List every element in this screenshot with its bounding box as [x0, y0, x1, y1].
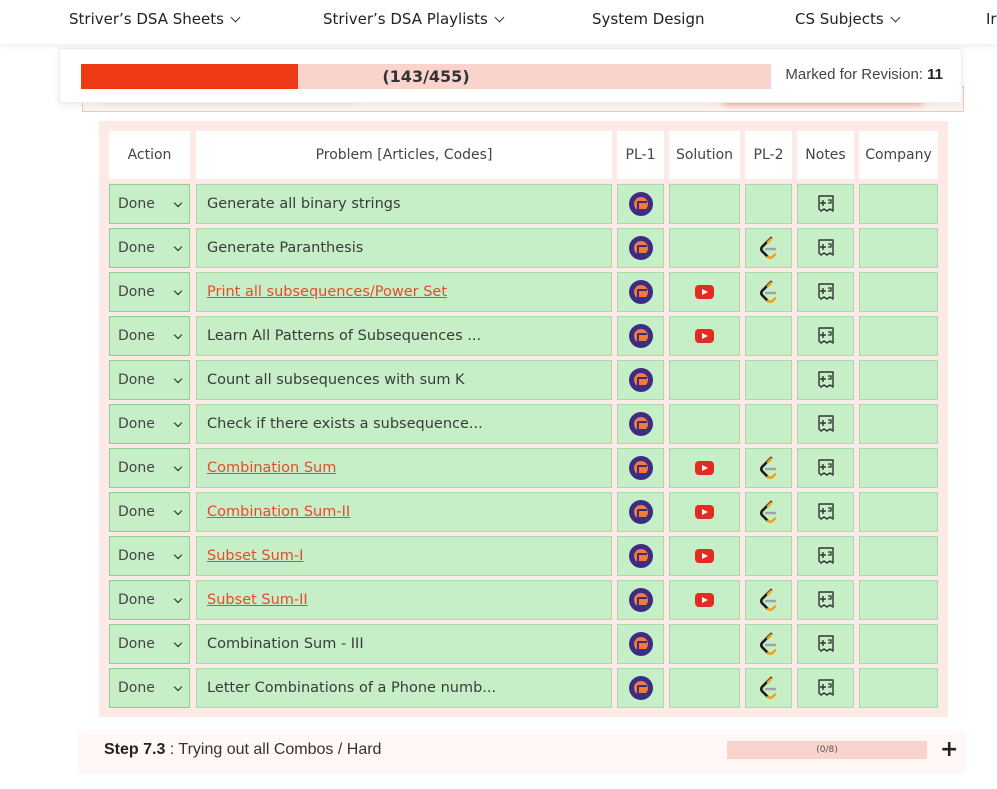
- row-company-cell: [859, 316, 938, 356]
- add-note-icon[interactable]: [816, 634, 836, 654]
- nav-dsa-sheets[interactable]: Striver’s DSA Sheets: [69, 10, 239, 28]
- chevron-down-icon: [174, 462, 182, 470]
- row-problem-cell: [196, 492, 612, 532]
- chevron-down-icon: [174, 594, 182, 602]
- row-pl1-cell: [617, 316, 664, 356]
- row-problem-cell: [196, 360, 612, 400]
- row-pl2-cell: [745, 448, 792, 488]
- header-problem: Problem [Articles, Codes]: [196, 131, 612, 179]
- chevron-down-icon: [174, 330, 182, 338]
- nav-cs-subjects[interactable]: CS Subjects: [795, 10, 899, 28]
- row-action-cell: [109, 404, 190, 444]
- row-problem-cell: [196, 228, 612, 268]
- leetcode-icon[interactable]: [758, 588, 780, 612]
- row-pl1-cell: [617, 228, 664, 268]
- add-note-icon[interactable]: [816, 194, 836, 214]
- codingninjas-icon[interactable]: [629, 456, 653, 480]
- status-value: Done: [118, 460, 155, 476]
- row-action-cell: [109, 580, 190, 620]
- chevron-down-icon: [890, 12, 900, 22]
- codingninjas-icon[interactable]: [629, 412, 653, 436]
- chevron-down-icon: [494, 12, 504, 22]
- row-pl1-cell: [617, 624, 664, 664]
- add-note-icon[interactable]: [816, 546, 836, 566]
- problem-link[interactable]: Subset Sum-I: [207, 548, 304, 564]
- status-select[interactable]: [109, 448, 190, 488]
- row-problem-cell: [196, 536, 612, 576]
- row-pl1-cell: [617, 580, 664, 620]
- row-notes-cell: [797, 580, 854, 620]
- status-select[interactable]: [109, 580, 190, 620]
- chevron-down-icon: [230, 12, 240, 22]
- problem-title: Generate Paranthesis: [207, 240, 364, 256]
- row-pl1-cell: [617, 536, 664, 576]
- row-solution-cell: [669, 228, 740, 268]
- codingninjas-icon[interactable]: [629, 368, 653, 392]
- status-value: Done: [118, 504, 155, 520]
- row-problem-cell: [196, 448, 612, 488]
- row-notes-cell: [797, 536, 854, 576]
- status-select[interactable]: [109, 536, 190, 576]
- status-select[interactable]: [109, 404, 190, 444]
- codingninjas-icon[interactable]: [629, 676, 653, 700]
- step-7-3-row[interactable]: [80, 731, 964, 771]
- chevron-down-icon: [174, 638, 182, 646]
- row-pl2-cell: [745, 228, 792, 268]
- status-value: Done: [118, 592, 155, 608]
- add-note-icon[interactable]: [816, 238, 836, 258]
- leetcode-icon[interactable]: [758, 236, 780, 260]
- leetcode-icon[interactable]: [758, 500, 780, 524]
- leetcode-icon[interactable]: [758, 456, 780, 480]
- row-pl2-cell: [745, 272, 792, 312]
- row-company-cell: [859, 184, 938, 224]
- add-note-icon[interactable]: [816, 590, 836, 610]
- codingninjas-icon[interactable]: [629, 324, 653, 348]
- codingninjas-icon[interactable]: [629, 236, 653, 260]
- header-notes: Notes: [797, 131, 854, 179]
- row-pl1-cell: [617, 668, 664, 708]
- row-pl2-cell: [745, 316, 792, 356]
- leetcode-icon[interactable]: [758, 632, 780, 656]
- row-notes-cell: [797, 624, 854, 664]
- overall-progress-bar: [81, 64, 771, 89]
- row-action-cell: [109, 536, 190, 576]
- add-note-icon[interactable]: [816, 502, 836, 522]
- youtube-icon[interactable]: [695, 593, 714, 607]
- codingninjas-icon[interactable]: [629, 280, 653, 304]
- chevron-down-icon: [174, 506, 182, 514]
- row-solution-cell: [669, 492, 740, 532]
- problem-title: Combination Sum - III: [207, 636, 364, 652]
- row-problem-cell: [196, 272, 612, 312]
- problem-link[interactable]: Print all subsequences/Power Set: [207, 284, 448, 300]
- row-action-cell: [109, 360, 190, 400]
- chevron-down-icon: [174, 242, 182, 250]
- chevron-down-icon: [174, 418, 182, 426]
- row-action-cell: [109, 624, 190, 664]
- codingninjas-icon[interactable]: [629, 500, 653, 524]
- status-value: Done: [118, 328, 155, 344]
- row-problem-cell: [196, 404, 612, 444]
- status-value: Done: [118, 416, 155, 432]
- step-progress-bar: (0/8): [727, 741, 927, 759]
- status-value: Done: [118, 636, 155, 652]
- header-pl2: PL-2: [745, 131, 792, 179]
- row-solution-cell: [669, 316, 740, 356]
- row-solution-cell: [669, 184, 740, 224]
- leetcode-icon[interactable]: [758, 676, 780, 700]
- add-note-icon[interactable]: [816, 678, 836, 698]
- chevron-down-icon: [174, 286, 182, 294]
- header-company: Company: [859, 131, 938, 179]
- problem-title: Learn All Patterns of Subsequences ...: [207, 328, 482, 344]
- row-company-cell: [859, 448, 938, 488]
- youtube-icon[interactable]: [695, 461, 714, 475]
- nav-dsa-playlists[interactable]: Striver’s DSA Playlists: [323, 10, 503, 28]
- row-notes-cell: [797, 272, 854, 312]
- row-problem-cell: [196, 580, 612, 620]
- row-pl2-cell: [745, 404, 792, 444]
- youtube-icon[interactable]: [695, 329, 714, 343]
- row-pl2-cell: [745, 184, 792, 224]
- row-solution-cell: [669, 624, 740, 664]
- status-select[interactable]: [109, 184, 190, 224]
- row-company-cell: [859, 492, 938, 532]
- step-title: Step 7.3 : Trying out all Combos / Hard: [104, 741, 382, 758]
- row-action-cell: [109, 668, 190, 708]
- youtube-icon[interactable]: [695, 549, 714, 563]
- row-company-cell: [859, 580, 938, 620]
- row-pl2-cell: [745, 624, 792, 664]
- problems-table: [99, 121, 948, 717]
- row-problem-cell: [196, 184, 612, 224]
- codingninjas-icon[interactable]: [629, 588, 653, 612]
- add-note-icon[interactable]: [816, 282, 836, 302]
- chevron-down-icon: [174, 682, 182, 690]
- row-notes-cell: [797, 668, 854, 708]
- status-value: Done: [118, 680, 155, 696]
- row-company-cell: [859, 404, 938, 444]
- problem-title: Generate all binary strings: [207, 196, 401, 212]
- row-pl1-cell: [617, 448, 664, 488]
- row-action-cell: [109, 492, 190, 532]
- status-select[interactable]: [109, 272, 190, 312]
- codingninjas-icon[interactable]: [629, 544, 653, 568]
- chevron-down-icon: [174, 550, 182, 558]
- row-problem-cell: [196, 316, 612, 356]
- youtube-icon[interactable]: [695, 285, 714, 299]
- row-pl1-cell: [617, 404, 664, 444]
- status-select[interactable]: [109, 668, 190, 708]
- status-value: Done: [118, 240, 155, 256]
- row-company-cell: [859, 360, 938, 400]
- row-pl2-cell: [745, 536, 792, 576]
- status-select[interactable]: [109, 492, 190, 532]
- codingninjas-icon[interactable]: [629, 192, 653, 216]
- row-pl2-cell: [745, 492, 792, 532]
- row-company-cell: [859, 272, 938, 312]
- leetcode-icon[interactable]: [758, 280, 780, 304]
- add-note-icon[interactable]: [816, 326, 836, 346]
- row-solution-cell: [669, 580, 740, 620]
- status-select[interactable]: [109, 360, 190, 400]
- row-pl2-cell: [745, 668, 792, 708]
- row-notes-cell: [797, 448, 854, 488]
- header-solution: Solution: [669, 131, 740, 179]
- revision-counter: Marked for Revision: 11: [785, 66, 943, 83]
- row-solution-cell: [669, 360, 740, 400]
- status-select[interactable]: [109, 228, 190, 268]
- row-problem-cell: [196, 624, 612, 664]
- youtube-icon[interactable]: [695, 505, 714, 519]
- problem-link[interactable]: Combination Sum-II: [207, 504, 351, 520]
- problem-title: Count all subsequences with sum K: [207, 372, 465, 388]
- row-action-cell: [109, 228, 190, 268]
- top-nav: [0, 0, 997, 44]
- add-note-icon[interactable]: [816, 414, 836, 434]
- status-select[interactable]: [109, 316, 190, 356]
- row-notes-cell: [797, 184, 854, 224]
- row-notes-cell: [797, 404, 854, 444]
- status-value: Done: [118, 196, 155, 212]
- add-note-icon[interactable]: [816, 370, 836, 390]
- row-pl2-cell: [745, 580, 792, 620]
- header-pl1: PL-1: [617, 131, 664, 179]
- chevron-down-icon: [174, 198, 182, 206]
- row-company-cell: [859, 668, 938, 708]
- expand-step-button[interactable]: +: [940, 737, 959, 762]
- row-pl1-cell: [617, 492, 664, 532]
- row-action-cell: [109, 272, 190, 312]
- row-pl1-cell: [617, 184, 664, 224]
- row-solution-cell: [669, 404, 740, 444]
- overall-progress-card: [59, 48, 962, 103]
- row-pl2-cell: [745, 360, 792, 400]
- nav-system-design[interactable]: System Design: [592, 10, 705, 28]
- nav-more[interactable]: Ir: [986, 10, 997, 28]
- row-notes-cell: [797, 316, 854, 356]
- chevron-down-icon: [174, 374, 182, 382]
- row-notes-cell: [797, 360, 854, 400]
- status-value: Done: [118, 284, 155, 300]
- status-select[interactable]: [109, 624, 190, 664]
- row-company-cell: [859, 624, 938, 664]
- row-pl1-cell: [617, 360, 664, 400]
- progress-text: (143/455): [382, 67, 470, 86]
- codingninjas-icon[interactable]: [629, 632, 653, 656]
- add-note-icon[interactable]: [816, 458, 836, 478]
- status-value: Done: [118, 548, 155, 564]
- row-problem-cell: [196, 668, 612, 708]
- problem-link[interactable]: Combination Sum: [207, 460, 337, 476]
- problem-link[interactable]: Subset Sum-II: [207, 592, 308, 608]
- status-value: Done: [118, 372, 155, 388]
- row-notes-cell: [797, 228, 854, 268]
- row-solution-cell: [669, 272, 740, 312]
- row-solution-cell: [669, 668, 740, 708]
- row-action-cell: [109, 184, 190, 224]
- row-solution-cell: [669, 536, 740, 576]
- row-company-cell: [859, 536, 938, 576]
- row-action-cell: [109, 448, 190, 488]
- row-company-cell: [859, 228, 938, 268]
- row-notes-cell: [797, 492, 854, 532]
- row-solution-cell: [669, 448, 740, 488]
- row-pl1-cell: [617, 272, 664, 312]
- problem-title: Check if there exists a subsequence...: [207, 416, 483, 432]
- row-action-cell: [109, 316, 190, 356]
- problem-title: Letter Combinations of a Phone numb...: [207, 680, 497, 696]
- header-action: Action: [109, 131, 190, 179]
